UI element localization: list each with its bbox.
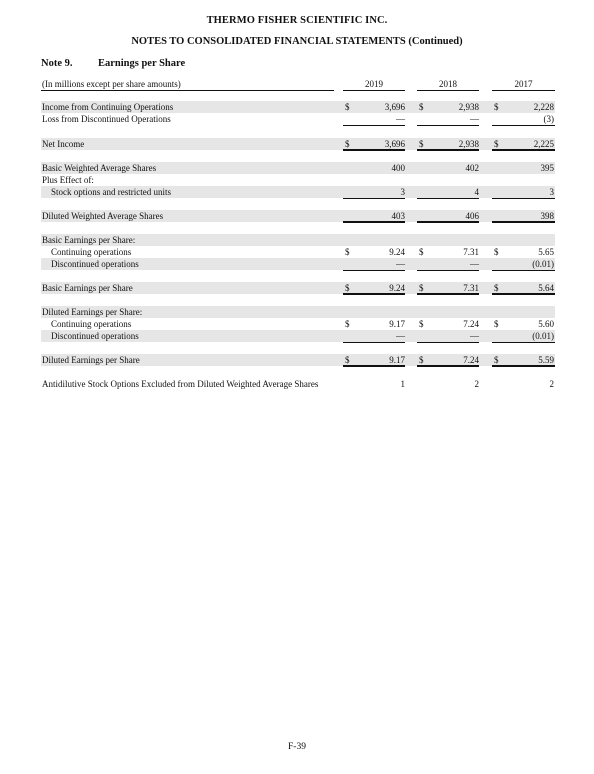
- value-cell: —: [396, 331, 405, 341]
- column-header-year: 2018: [439, 79, 457, 89]
- table-header-row: [41, 78, 555, 90]
- row-label: Loss from Discontinued Operations: [42, 114, 171, 124]
- table-row: [41, 210, 555, 222]
- dollar-sign: $: [345, 139, 350, 149]
- value-cell: 9.17: [389, 319, 405, 329]
- total-double-underline: [492, 282, 555, 295]
- value-cell: 398: [540, 211, 554, 221]
- row-label: Plus Effect of:: [42, 175, 94, 185]
- note-number: Note 9.: [41, 58, 73, 69]
- value-cell: —: [470, 259, 479, 269]
- header-rule: [417, 90, 479, 91]
- dollar-sign: $: [419, 102, 424, 112]
- value-cell: 5.65: [538, 247, 554, 257]
- value-cell: 5.59: [538, 355, 554, 365]
- value-cell: (3): [543, 114, 554, 124]
- value-cell: 400: [391, 163, 405, 173]
- value-cell: 9.24: [389, 247, 405, 257]
- value-cell: 2,228: [533, 102, 554, 112]
- dollar-sign: $: [494, 319, 499, 329]
- total-double-underline: [343, 138, 405, 151]
- row-label: Diluted Weighted Average Shares: [42, 211, 164, 221]
- subtotal-underline: [343, 113, 405, 126]
- row-label: Discontinued operations: [51, 259, 139, 269]
- row-label: Income from Continuing Operations: [42, 102, 174, 112]
- value-cell: 402: [465, 163, 479, 173]
- value-cell: —: [470, 331, 479, 341]
- value-cell: [355, 306, 405, 318]
- total-double-underline: [492, 138, 555, 151]
- dollar-sign: $: [345, 355, 350, 365]
- subtotal-underline: [417, 113, 479, 126]
- row-label: Continuing operations: [51, 319, 132, 329]
- value-cell: [429, 174, 479, 186]
- dollar-sign: $: [494, 102, 499, 112]
- table-row: [41, 186, 555, 198]
- total-double-underline: [343, 282, 405, 295]
- value-cell: (0.01): [532, 331, 554, 341]
- value-cell: 5.60: [538, 319, 554, 329]
- table-row: [41, 378, 555, 390]
- value-cell: [429, 234, 479, 246]
- subtotal-underline: [492, 258, 555, 271]
- subtotal-underline: [343, 258, 405, 271]
- note-heading: [41, 58, 185, 69]
- subtotal-underline: [417, 186, 479, 199]
- dollar-sign: $: [419, 319, 424, 329]
- subtotal-underline: [343, 330, 405, 343]
- subtotal-underline: [417, 330, 479, 343]
- units-label: (In millions except per share amounts): [42, 79, 181, 89]
- dollar-sign: $: [494, 355, 499, 365]
- table-row: [41, 234, 555, 246]
- total-double-underline: [417, 282, 479, 295]
- table-row: [41, 330, 555, 342]
- dollar-sign: $: [494, 139, 499, 149]
- subtotal-underline: [343, 186, 405, 199]
- table-row: [41, 258, 555, 270]
- subtotal-underline: [492, 330, 555, 343]
- row-label: Diluted Earnings per Share: [42, 355, 140, 365]
- page-number: F-39: [288, 742, 306, 752]
- row-label: Diluted Earnings per Share:: [42, 307, 143, 317]
- subtotal-underline: [492, 186, 555, 199]
- dollar-sign: $: [419, 139, 424, 149]
- note-title: Earnings per Share: [98, 58, 186, 69]
- value-cell: 5.64: [538, 283, 554, 293]
- total-double-underline: [492, 354, 555, 367]
- row-label: Continuing operations: [51, 247, 132, 257]
- row-label: Stock options and restricted units: [51, 187, 171, 197]
- table-row: [41, 282, 555, 294]
- table-row: [41, 101, 555, 113]
- value-cell: —: [396, 259, 405, 269]
- table-row: [41, 318, 555, 330]
- total-double-underline: [417, 354, 479, 367]
- dollar-sign: $: [345, 247, 350, 257]
- dollar-sign: $: [345, 319, 350, 329]
- dollar-sign: $: [419, 283, 424, 293]
- row-label: Basic Earnings per Share: [42, 283, 133, 293]
- value-cell: [504, 306, 554, 318]
- subtotal-underline: [417, 258, 479, 271]
- column-header-year: 2017: [514, 79, 533, 89]
- row-label: Discontinued operations: [51, 331, 139, 341]
- subtotal-underline: [492, 113, 555, 126]
- row-label: Net Income: [42, 139, 85, 149]
- total-double-underline: [417, 138, 479, 151]
- row-label: Basic Earnings per Share:: [42, 235, 136, 245]
- value-cell: 406: [465, 211, 479, 221]
- value-cell: 2,938: [458, 102, 479, 112]
- value-cell: [355, 234, 405, 246]
- value-cell: 3,696: [384, 102, 405, 112]
- table-row: [41, 246, 555, 258]
- value-cell: 2,225: [533, 139, 554, 149]
- company-name: THERMO FISHER SCIENTIFIC INC.: [206, 15, 388, 26]
- table-row: [41, 138, 555, 150]
- value-cell: [504, 234, 554, 246]
- table-row: [41, 174, 555, 186]
- value-cell: 1: [400, 379, 405, 389]
- value-cell: 7.24: [463, 319, 479, 329]
- table-row: [41, 113, 555, 125]
- total-double-underline: [492, 210, 555, 223]
- dollar-sign: $: [494, 283, 499, 293]
- dollar-sign: $: [419, 247, 424, 257]
- row-label: Antidilutive Stock Options Excluded from Diluted Weighted Average Shares: [42, 379, 319, 389]
- value-cell: 3,696: [384, 139, 405, 149]
- value-cell: (0.01): [532, 259, 554, 269]
- row-label: Basic Weighted Average Shares: [42, 163, 157, 173]
- value-cell: 7.31: [463, 247, 479, 257]
- value-cell: 2: [474, 379, 479, 389]
- value-cell: 4: [474, 187, 479, 197]
- value-cell: 7.24: [463, 355, 479, 365]
- value-cell: [355, 174, 405, 186]
- value-cell: —: [470, 114, 479, 124]
- value-cell: —: [396, 114, 405, 124]
- value-cell: 2: [549, 379, 554, 389]
- value-cell: 9.17: [389, 355, 405, 365]
- column-header-year: 2019: [365, 79, 383, 89]
- dollar-sign: $: [345, 102, 350, 112]
- value-cell: [504, 174, 554, 186]
- table-row: [41, 162, 555, 174]
- value-cell: 9.24: [389, 283, 405, 293]
- dollar-sign: $: [419, 355, 424, 365]
- statement-subtitle: NOTES TO CONSOLIDATED FINANCIAL STATEMENTS (Continued): [131, 36, 463, 47]
- dollar-sign: $: [494, 247, 499, 257]
- value-cell: [429, 306, 479, 318]
- total-double-underline: [417, 210, 479, 223]
- value-cell: 3: [400, 187, 405, 197]
- table-row: [41, 306, 555, 318]
- value-cell: 403: [391, 211, 405, 221]
- value-cell: 7.31: [463, 283, 479, 293]
- table-row: [41, 354, 555, 366]
- total-double-underline: [343, 210, 405, 223]
- header-rule: [343, 90, 405, 91]
- value-cell: 395: [540, 163, 554, 173]
- total-double-underline: [343, 354, 405, 367]
- value-cell: 3: [549, 187, 554, 197]
- value-cell: 2,938: [458, 139, 479, 149]
- header-rule: [492, 90, 555, 91]
- dollar-sign: $: [345, 283, 350, 293]
- header-rule: [41, 90, 334, 91]
